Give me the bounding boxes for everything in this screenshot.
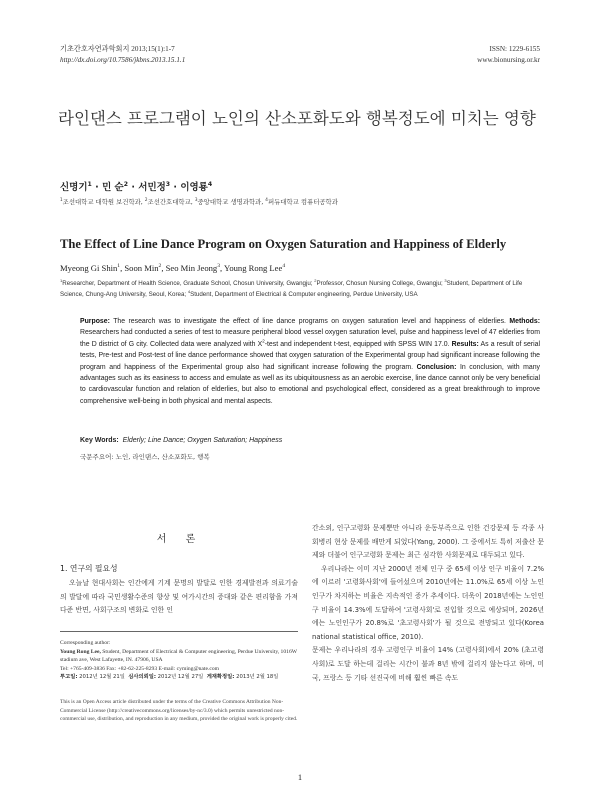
author-name: 신명기	[60, 182, 88, 193]
methods-text: Researchers had conducted a series of test to measure peripheral blood vessel oxygen saturation level, pulse and happiness level of 47 elderlies from the D district of G city. Collected data were analyzed with X	[80, 329, 540, 348]
paragraph: 우리나라는 이미 지난 2000년 전체 인구 중 65세 이상 인구 비율이 7.2%에 이르러 '고령화사회'에 들어섰으며 2010년에는 11.0%로 65세 이상 노인 인구가 차지하는 비율은 지속적인 증가 추세이다. 더욱이 2018년에는 노인인구 비율이 14.3%에 도달하여 '고령사회'로 진입할 것으로 예상되며, 2026년에는 노인인구가 20.8%로 '초고령사회'가 될 것으로 전망되고 있다(Korea national statistical office, 2010).	[312, 564, 544, 641]
keywords	[80, 437, 282, 444]
paragraph: 간소외, 인구고령화 문제뿐만 아니라 운동부족으로 인한 건강문제 등 각종 사회병리 현상 문제를 배만게 되었다(Yang, 2000). 그 중에서도 특히 저출산 문제와 더불어 인구고령화 문제는 최근 심각한 사회문제로 대두되고 있다.	[312, 524, 544, 560]
journal-header-left	[60, 44, 185, 66]
corresponding-contact: Tel: +765-409-3836 Fax: +82-62-225-8293 E-mail: cyming@nate.com	[60, 665, 219, 672]
keywords-value: Elderly; Line Dance; Oxygen Saturation; Happiness	[122, 437, 283, 444]
paragraph: 문제는 우리나라의 경우 고령인구 비율이 14% (고령사회)에서 20% (초고령사회)로 도달 하는데 걸리는 시간이 불과 8년 밖에 걸리지 않는다고 하며, 미국, 프랑스 등 기타 선진국에 비해 훨씬 빠른 속도	[312, 646, 544, 682]
english-affiliations: $^1$Researcher, Department of Health Science, Graduate School, Chosun University, Gwangju; $^2$Professor, Chosun Nursing College, Gwangju; $^3$Student, Department of Life Science, Chung-Ang University, Seoul, Korea; $^4$Student, Department of Electrical & Computer engineering, Perdue University, USA	[60, 277, 523, 298]
submission-dates: 투고일: 2012년 12월 21일 심사의뢰일: 2012년 12월 27일 게재확정일: 2013년 2월 18일	[60, 674, 279, 681]
author-name: 서민정	[138, 182, 166, 193]
journal-header-right	[477, 44, 540, 66]
license-text: This is an Open Access article distributed under the terms of the Creative Commons Attribution Non-Commercial License (http://creativecommons.org/licenses/by-nc/3.0) which permits unrestricted non-commercial use, distribution, and reproduction in any medium, provided the original work is properly cited.	[60, 699, 298, 723]
conclusion-label: Conclusion:	[416, 363, 457, 371]
korean-keywords-label: 국문주요어:	[80, 453, 114, 461]
corresponding-details: Student, Department of Electrical & Computer engineering, Perdue University, 1016W stadium ave, West Lafayette, IN. 47906, USA	[60, 648, 297, 664]
korean-authors: 신명기$^1$ · 민 순$^2$ · 서민정$^3$ · 이영룡$^4$	[60, 180, 213, 193]
author-name: 이영룡	[180, 182, 208, 193]
abstract: Purpose: The research was to investigate the effect of line dance programs on oxygen saturation level and happiness of elderlies. Methods: Researchers had conducted a series of test to measure peripheral blood vessel oxygen saturation level, pulse and happiness level of 47 elderlies from the D district of G city. Collected data were analyzed with $X^2$-test and independent t-test, equipped with SPSS WIN 17.0. Results: As a result of serial tests, Pre-test and Post-test of line dance performance showed that oxygen saturation of the Experimental group had significant increase following the program and happiness of the Experimental group also had significant increase following the program. Conclusion: In conclusion, with many advantages such as its easiness to access and emulate as well as its ubiquitousness as an aerobic exercise, line dance cannot only be very beneficial to cardiovascular function and relation of elderlies, but also to emotional and psychological effect, considered as a great breakthrough to improve comprehensive well-being in both physical and mental aspects.	[80, 318, 540, 405]
issn: ISSN: 1229-6155	[489, 45, 540, 53]
conclusion-text: In conclusion, with many advantages such as its easiness to access and emulate as well as its ubiquitousness as an aerobic exercise, line dance cannot only be very beneficial to cardiovascular function and relation of elderlies, but also to emotional and psychological effect, considered as a great breakthrough to improve comprehensive well-being in both physical and mental aspects.	[80, 363, 540, 405]
korean-affiliations: $^1$조선대학교 대학원 보건학과, $^2$조선간호대학교, $^3$중앙대학교 생명과학과, $^4$퍼듀대학교 컴퓨터공학과	[60, 196, 338, 206]
section-heading: 1. 연구의 필요성	[60, 564, 118, 573]
korean-title: 라인댄스 프로그램이 노인의 산소포화도와 행복정도에 미치는 영향	[58, 109, 536, 128]
english-authors: Myeong Gi Shin$^1$, Soon Min$^2$, Seo Min Jeong$^3$, Young Rong Lee$^4$	[60, 263, 286, 273]
results-label: Results:	[451, 340, 479, 348]
doi-link[interactable]: http://dx.doi.org/10.7586/jkbns.2013.15.1.1	[60, 56, 186, 64]
corresponding-name: Young Rong Lee,	[60, 648, 101, 655]
corresponding-author	[60, 639, 300, 682]
author-sup: 3	[165, 180, 171, 188]
korean-keywords-value: 노인, 라인댄스, 산소포화도, 행복	[115, 453, 210, 461]
keywords-label: Key Words:	[80, 437, 119, 444]
author-name: 민 순	[102, 182, 124, 193]
journal-issue: 기초간호자연과학회지 2013;15(1):1-7	[60, 45, 175, 53]
author-sup: 2	[123, 180, 129, 188]
purpose-text: The research was to investigate the effect of line dance programs on oxygen saturation level and happiness of elderlies.	[109, 318, 510, 325]
purpose-label: Purpose:	[80, 318, 110, 325]
methods-label: Methods:	[509, 318, 540, 325]
right-column-text	[312, 522, 544, 685]
footnote-divider	[60, 631, 298, 632]
english-title: The Effect of Line Dance Program on Oxygen Saturation and Happiness of Elderly	[60, 237, 507, 251]
corresponding-label: Corresponding author:	[60, 640, 111, 646]
author-sup: 1	[87, 180, 92, 188]
results-text: As a result of serial tests, Pre-test and Post-test of line dance performance showed that oxygen saturation of the Experimental group had significant increase following the program and happiness of the Experimental group also had significant increase following the program.	[80, 340, 540, 371]
introduction-heading: 서 론	[156, 534, 204, 545]
korean-keywords	[80, 452, 210, 461]
website-link[interactable]: www.bionursing.or.kr	[477, 56, 540, 64]
left-column-text: 오늘날 현대사회는 인간에게 기계 문명의 발달로 인한 경제발전과 의료기술의 발달에 따라 국민생활수준의 향상 및 여가시간의 증대와 같은 편리함을 가져다준 반면, 사회구조의 변화로 인한 인	[60, 579, 298, 615]
author-sup: 4	[207, 180, 213, 188]
page-number: 1	[297, 772, 303, 782]
